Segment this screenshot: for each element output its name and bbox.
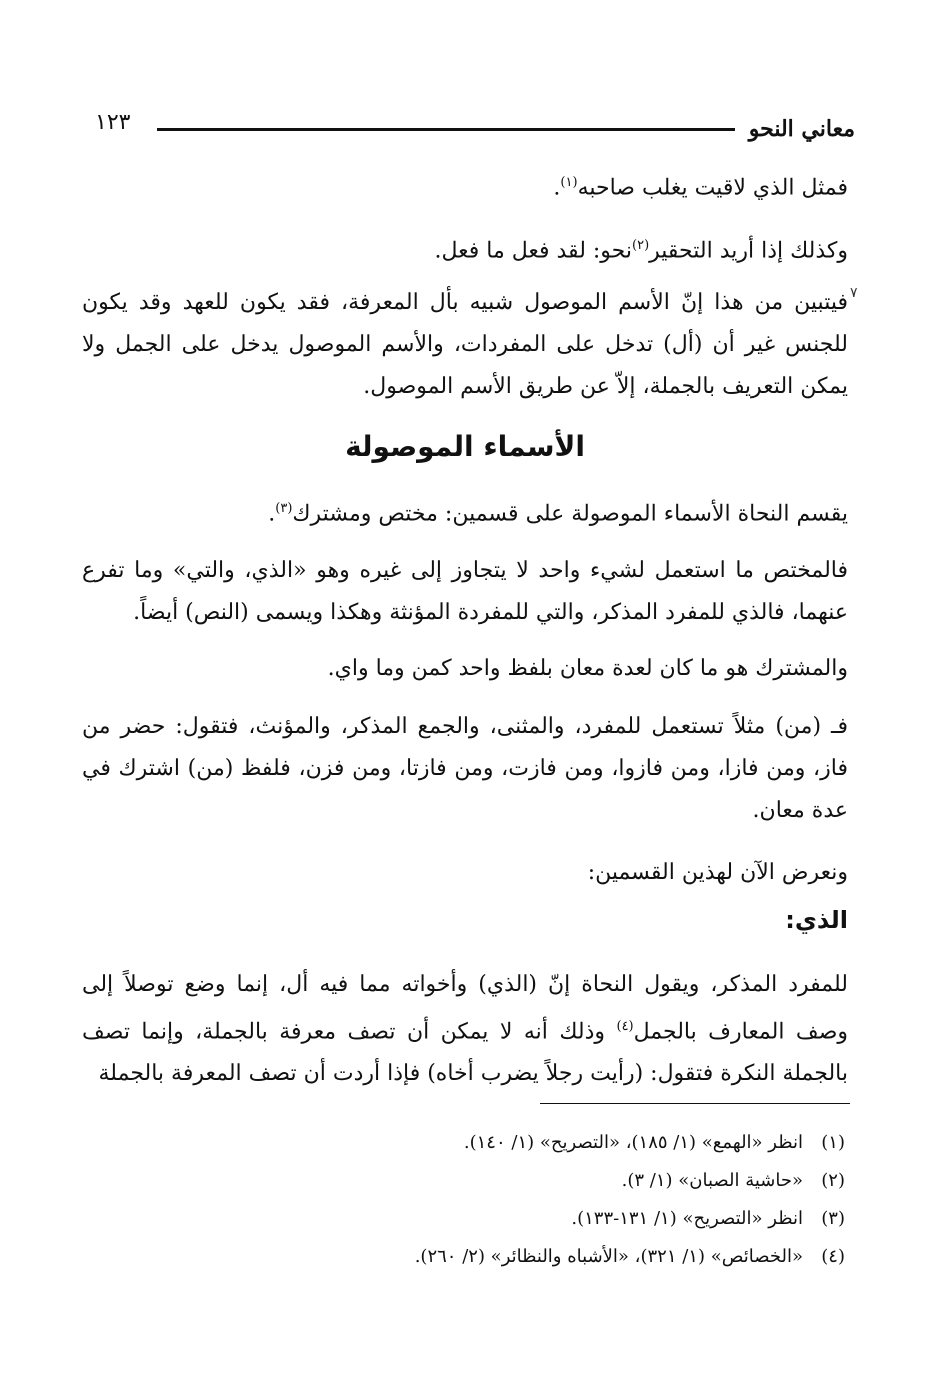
footnote-number: (٣) (821, 1208, 845, 1229)
paragraph-7: فـ (من) مثلاً تستعمل للمفرد، والمثنى، والجمع المذكر، والمؤنث، فتقول: حضر من فاز، ومن فازا، ومن فازوا، ومن فازت، ومن فازتا، ومن فزن، فلفظ (من) اشترك في عدة معان. (82, 714, 848, 823)
page-number: ١٢٣ (95, 110, 131, 135)
paragraph-2 (82, 225, 848, 272)
footnote-text: انظر «التصريح» (١/ ١٣١-١٣٣). (571, 1208, 803, 1229)
footnote-ref-1[interactable]: (١) (560, 175, 578, 190)
paragraph-4-end: . (268, 501, 276, 527)
paragraph-8: ونعرض الآن لهذين القسمين: (587, 860, 848, 885)
footnote-3 (200, 1200, 845, 1238)
paragraph-2-text-a: وكذلك إذا أريد التحقير (649, 238, 848, 264)
paragraph-9-text-b: وذلك أنه لا يمكن أن تصف معرفة بالجملة، وإنما تصف بالجملة النكرة فتقول: (رأيت رجلاً يضرب أخاه) فإذا أردت أن تصف المعرفة بالجملة (82, 1019, 848, 1087)
footnote-text: «الخصائص» (١/ ٣٢١)، «الأشباه والنظائر» (٢/ ٢٦٠). (414, 1246, 803, 1267)
footnote-ref-4[interactable]: (٤) (616, 1019, 634, 1034)
footnote-ref-2[interactable]: (٢) (632, 238, 650, 253)
header-rule (157, 128, 735, 131)
footnote-1 (200, 1124, 845, 1162)
paragraph-9 (82, 964, 848, 1095)
paragraph-5: فالمختص ما استعمل لشيء واحد لا يتجاوز إلى غيره وهو «الذي، والتي» وما تفرع عنهما، فالذي للمفرد المذكر، والتي للمفردة المؤنثة وهكذا ويسمى (النص) أيضاً. (82, 558, 848, 625)
footnote-number: (١) (821, 1132, 845, 1153)
footnote-separator (540, 1103, 850, 1104)
paragraph-6: والمشترك هو ما كان لعدة معان بلفظ واحد كمن وما واي. (327, 656, 848, 681)
paragraph-1 (82, 162, 848, 209)
margin-mark: ٧ (850, 285, 858, 301)
page-header (95, 108, 855, 148)
paragraph-2-text-b: نحو: لقد فعل ما فعل. (434, 238, 632, 264)
paragraph-9-text-a: للمفرد المذكر، ويقول النحاة إنّ (الذي) وأخواته مما فيه أل، إنما وضع توصلاً إلى وصف المعارف بالجمل (82, 972, 848, 1045)
footnote-ref-3[interactable]: (٣) (275, 501, 293, 516)
paragraph-1-text: فمثل الذي لاقيت يغلب صاحبه (577, 175, 848, 201)
subheading-alladhi: الذي: (785, 906, 848, 934)
footnote-number: (٤) (821, 1246, 845, 1267)
footnote-4 (200, 1238, 845, 1276)
footnotes (200, 1124, 845, 1276)
paragraph-4 (82, 488, 848, 535)
section-heading: الأسماء الموصولة (345, 430, 585, 463)
footnote-text: انظر «الهمع» (١/ ١٨٥)، «التصريح» (١/ ١٤٠). (463, 1132, 803, 1153)
footnote-number: (٢) (821, 1170, 845, 1191)
footnote-2 (200, 1162, 845, 1200)
book-title: معاني النحو (748, 116, 855, 142)
paragraph-3: فيتبين من هذا إنّ الأسم الموصول شبيه بأل المعرفة، فقد يكون للعهد وقد يكون للجنس غير أن (أل) تدخل على المفردات، والأسم الموصول يدخل على الجمل ولا يمكن التعريف بالجملة، إلاّ عن طريق الأسم الموصول. (82, 290, 848, 399)
footnote-text: «حاشية الصبان» (١/ ٣). (621, 1170, 803, 1191)
paragraph-4-text: يقسم النحاة الأسماء الموصولة على قسمين: مختص ومشترك (292, 501, 848, 527)
paragraph-1-end: . (553, 175, 561, 201)
